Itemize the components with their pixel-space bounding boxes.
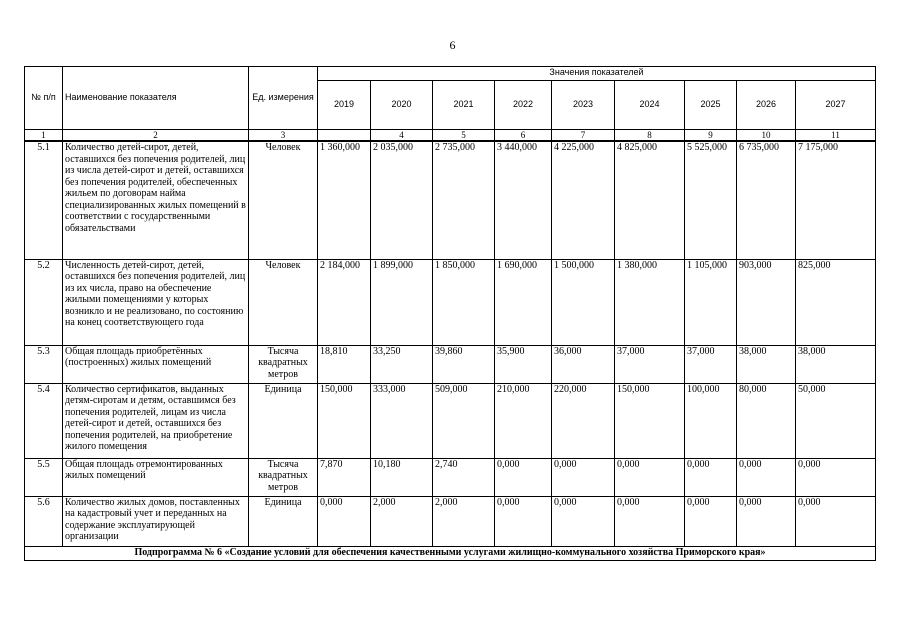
value-cell: 0,000 — [495, 496, 552, 546]
unit-cell: Человек — [249, 259, 318, 345]
unit-cell: Человек — [249, 141, 318, 259]
column-number: 11 — [796, 130, 876, 142]
value-cell: 220,000 — [552, 383, 615, 458]
column-number: 9 — [685, 130, 737, 142]
header-row-1 — [25, 67, 876, 81]
value-cell: 0,000 — [615, 458, 685, 496]
row-number: 5.1 — [25, 141, 63, 259]
year-cell: 2026 — [737, 81, 796, 130]
value-cell: 0,000 — [685, 496, 737, 546]
value-cell: 333,000 — [371, 383, 433, 458]
value-cell: 2,000 — [433, 496, 495, 546]
value-cell: 1 380,000 — [615, 259, 685, 345]
unit-cell: Тысяча квадратных метров — [249, 345, 318, 383]
header-unit: Ед. измерения — [249, 67, 318, 130]
value-cell: 36,000 — [552, 345, 615, 383]
year-cell: 2025 — [685, 81, 737, 130]
value-cell: 0,000 — [615, 496, 685, 546]
value-cell: 35,900 — [495, 345, 552, 383]
subprogram-row — [25, 546, 876, 560]
row-number: 5.4 — [25, 383, 63, 458]
table-row — [25, 345, 876, 383]
table-row — [25, 259, 876, 345]
table-row — [25, 496, 876, 546]
year-cell: 2019 — [318, 81, 371, 130]
indicator-name: Количество жилых домов, поставленных на кадастровый учет и переданных на содержание эксплуатирующей организации — [63, 496, 249, 546]
value-cell: 0,000 — [552, 496, 615, 546]
column-number-row — [25, 130, 876, 142]
header-name: Наименование показателя — [63, 67, 249, 130]
value-cell: 2 184,000 — [318, 259, 371, 345]
value-cell: 2,000 — [371, 496, 433, 546]
table-row — [25, 458, 876, 496]
value-cell: 903,000 — [737, 259, 796, 345]
year-cell: 2021 — [433, 81, 495, 130]
indicator-name: Общая площадь отремонтированных жилых помещений — [63, 458, 249, 496]
value-cell: 38,000 — [796, 345, 876, 383]
value-cell: 6 735,000 — [737, 141, 796, 259]
indicator-name: Количество детей-сирот, детей, оставшихся без попечения родителей, лиц из числа детей-сирот и детей, оставшихся без попечения родителей, обеспеченных жильем по договорам найма специализированных жилых помещений в соответствии с государственными обязательствами — [63, 141, 249, 259]
value-cell: 0,000 — [495, 458, 552, 496]
value-cell: 37,000 — [685, 345, 737, 383]
column-number: 4 — [371, 130, 433, 142]
year-cell: 2024 — [615, 81, 685, 130]
value-cell: 4 825,000 — [615, 141, 685, 259]
header-no: № п/п — [25, 67, 63, 130]
value-cell: 33,250 — [371, 345, 433, 383]
value-cell: 4 225,000 — [552, 141, 615, 259]
value-cell: 7,870 — [318, 458, 371, 496]
value-cell: 1 500,000 — [552, 259, 615, 345]
value-cell: 2 735,000 — [433, 141, 495, 259]
indicator-name: Численность детей-сирот, детей, оставшихся без попечения родителей, лиц из их числа, право на обеспечение жилыми помещениями у которых возникло и не реализовано, по состоянию на конец соответствующего года — [63, 259, 249, 345]
value-cell: 5 525,000 — [685, 141, 737, 259]
value-cell: 2,740 — [433, 458, 495, 496]
row-number: 5.3 — [25, 345, 63, 383]
value-cell: 210,000 — [495, 383, 552, 458]
row-number: 5.6 — [25, 496, 63, 546]
value-cell: 0,000 — [737, 458, 796, 496]
column-number: 5 — [433, 130, 495, 142]
value-cell: 50,000 — [796, 383, 876, 458]
value-cell: 38,000 — [737, 345, 796, 383]
value-cell: 1 360,000 — [318, 141, 371, 259]
year-cell: 2027 — [796, 81, 876, 130]
value-cell: 100,000 — [685, 383, 737, 458]
unit-cell: Единица — [249, 496, 318, 546]
value-cell: 0,000 — [685, 458, 737, 496]
value-cell: 150,000 — [318, 383, 371, 458]
row-number: 5.5 — [25, 458, 63, 496]
table-row — [25, 141, 876, 259]
column-number: 3 — [249, 130, 318, 142]
value-cell: 150,000 — [615, 383, 685, 458]
value-cell: 3 440,000 — [495, 141, 552, 259]
indicator-name: Общая площадь приобретённых (построенных) жилых помещений — [63, 345, 249, 383]
column-number: 7 — [552, 130, 615, 142]
value-cell: 1 105,000 — [685, 259, 737, 345]
value-cell: 0,000 — [796, 496, 876, 546]
value-cell: 0,000 — [552, 458, 615, 496]
value-cell: 1 850,000 — [433, 259, 495, 345]
year-cell: 2022 — [495, 81, 552, 130]
year-cell: 2023 — [552, 81, 615, 130]
table-row — [25, 383, 876, 458]
value-cell: 7 175,000 — [796, 141, 876, 259]
unit-cell: Тысяча квадратных метров — [249, 458, 318, 496]
column-number — [318, 130, 371, 142]
subprogram-title: Подпрограмма № 6 «Создание условий для обеспечения качественными услугами жилищно-коммунального хозяйства Приморского края» — [25, 546, 876, 560]
value-cell: 39,860 — [433, 345, 495, 383]
value-cell: 509,000 — [433, 383, 495, 458]
value-cell: 37,000 — [615, 345, 685, 383]
value-cell: 1 899,000 — [371, 259, 433, 345]
value-cell: 2 035,000 — [371, 141, 433, 259]
value-cell: 80,000 — [737, 383, 796, 458]
value-cell: 10,180 — [371, 458, 433, 496]
column-number: 2 — [63, 130, 249, 142]
column-number: 1 — [25, 130, 63, 142]
column-number: 8 — [615, 130, 685, 142]
indicators-table — [24, 66, 876, 561]
unit-cell: Единица — [249, 383, 318, 458]
column-number: 10 — [737, 130, 796, 142]
header-values-group: Значения показателей — [318, 67, 876, 81]
year-cell: 2020 — [371, 81, 433, 130]
indicator-name: Количество сертификатов, выданных детям-сиротам и детям, оставшимся без попечения родителей, лицам из числа детей-сирот и детей, оставшихся без попечения родителей, на приобретение жилого помещения — [63, 383, 249, 458]
value-cell: 0,000 — [796, 458, 876, 496]
row-number: 5.2 — [25, 259, 63, 345]
value-cell: 825,000 — [796, 259, 876, 345]
column-number: 6 — [495, 130, 552, 142]
value-cell: 18,810 — [318, 345, 371, 383]
value-cell: 0,000 — [737, 496, 796, 546]
page-number: 6 — [449, 38, 456, 52]
value-cell: 1 690,000 — [495, 259, 552, 345]
value-cell: 0,000 — [318, 496, 371, 546]
